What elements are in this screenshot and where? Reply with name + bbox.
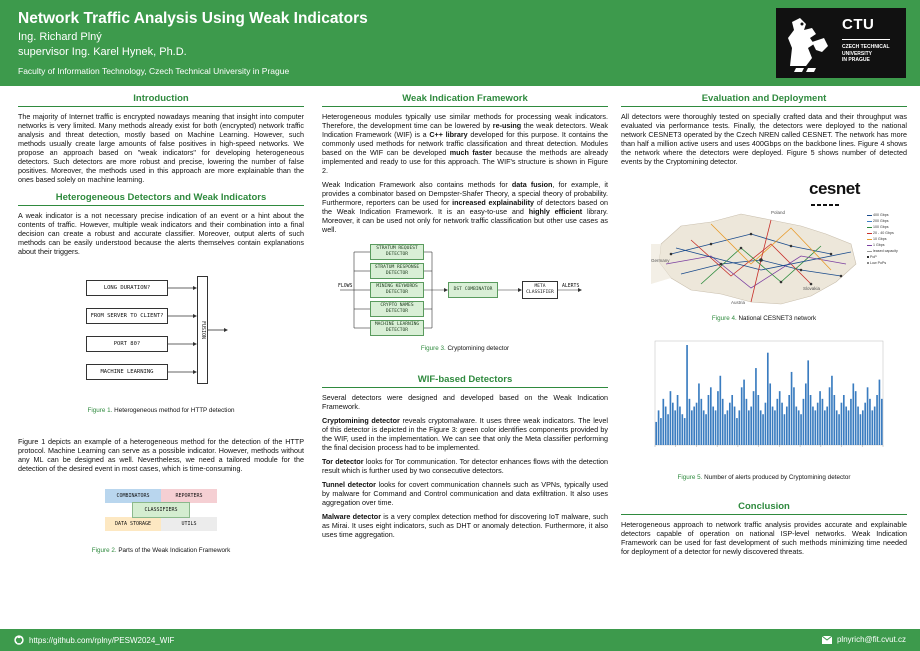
chart-bar [741, 387, 743, 445]
chart-bar [710, 387, 712, 445]
chart-bar [800, 414, 802, 445]
wifdet-intro: Several detectors were designed and developed based on the Weak Indication Framework. [322, 393, 608, 411]
chart-bar [655, 422, 657, 445]
chart-bar [779, 391, 781, 445]
github-icon [14, 635, 24, 645]
fig1-fusion: FUSION [197, 276, 208, 384]
chart-bar [793, 387, 795, 445]
chart-bar [681, 414, 683, 445]
github-link[interactable] [14, 635, 174, 645]
chart-bar [700, 399, 702, 445]
chart-bar [852, 383, 854, 445]
chart-bar [665, 407, 667, 445]
chart-bar [795, 407, 797, 445]
wif-text-1: Heterogeneous modules typically use similar methods for processing weak indicators. Therefore, the development time can be lowered by re-using the weak detectors. Weak Indication Framework (WIF) is a C++ library developed for this purpose. It contains the commonly used methods for network traffic classification and threat detection. Modules based on the WIF can be developed much faster because the methods are already implemented and ready to use for this approach. The WIF's structure is shown in Figure 2. [322, 112, 608, 175]
chart-bar [864, 403, 866, 445]
tile-classifiers: CLASSIFIERS [132, 502, 190, 518]
chart-bar [812, 407, 814, 445]
map-label-poland: Poland [771, 210, 786, 215]
chart-bar [696, 403, 698, 445]
cesnet-logo: cesnet [809, 179, 860, 198]
chart-bar [736, 418, 738, 445]
figure-4 [621, 179, 907, 312]
chart-bar [722, 399, 724, 445]
fig3-crypto-names: CRYPTO NAMES DETECTOR [370, 301, 424, 317]
chart-bar [750, 407, 752, 445]
chart-bar [719, 376, 721, 445]
fig1-box-port-80: PORT 80? [86, 336, 168, 352]
chart-bar [746, 399, 748, 445]
figure-1-caption: Figure 1. Heterogeneous method for HTTP detection [87, 407, 235, 414]
chart-bar [670, 391, 672, 445]
chart-bar [819, 391, 821, 445]
column-right [621, 94, 907, 561]
chart-bar [686, 345, 688, 445]
eval-text: All detectors were thoroughly tested on specially crafted data and their throughput was evaluated via performance tests. Finally, the detectors were deployed to the national network CESNET3 operated by the Czech NREN called CESNET. The network has more than half a million active users and uses 400Gbps on the backbone lines. Figure 4 shows the network where the detectors were deployed. Figure 5 shows number of detected events by the Cryptomining detector. [621, 112, 907, 166]
chart-bar [874, 407, 876, 445]
chart-bar [674, 410, 676, 445]
tile-combinators: COMBINATORS [105, 489, 161, 503]
fig3-mining-keywords: MINING KEYWORDS DETECTOR [370, 282, 424, 298]
chart-bar [822, 399, 824, 445]
chart-bar [672, 403, 674, 445]
tile-reporters: REPORTERS [161, 489, 217, 503]
chart-bar [753, 391, 755, 445]
email-address[interactable]: plnyrich@fit.cvut.cz [836, 635, 906, 644]
chart-bar [791, 372, 793, 445]
alerts-chart [639, 335, 889, 467]
conclusion-text: Heterogeneous approach to network traffic analysis provides accurate and explainable detectors capable of operation on national ISP-level networks. Weak Indication Framework can be used for fast development of such methods minimizing time needed for deployment of a detector for newly discovered threats. [621, 520, 907, 556]
map-label-germany: Germany [651, 258, 670, 263]
fig3-stratum-response: STRATUM RESPONSE DETECTOR [370, 263, 424, 279]
wif-text-2: Weak Indication Framework also contains methods for data fusion, for example, it provides a combinator based on Dempster-Shafer Theory, a special theory of probability. Furthermore, reporters can be used for increased explainability of detectors based on the Weak Indication Framework. It is an easy-to-use and highly efficient library. Moreover, it can be used not only for network traffic classification but other use cases as well. [322, 180, 609, 234]
chart-bar [860, 414, 862, 445]
chart-bar [712, 407, 714, 445]
chart-bar [703, 410, 705, 445]
chart-bar [869, 399, 871, 445]
chart-bar [826, 407, 828, 445]
chart-bar [881, 399, 883, 445]
fig3-dst-combinator: DST COMBINATOR [448, 282, 498, 298]
tor-detector-text: Tor detector looks for Tor communication. Tor detector enhances flows with the detection result which is further used by two consecutive detectors. [322, 457, 608, 475]
chart-bar [734, 407, 736, 445]
wif-heading: Weak Indication Framework [322, 94, 608, 107]
column-middle [322, 94, 608, 544]
ctu-logo [776, 8, 906, 78]
intro-text: The majority of Internet traffic is encrypted nowadays meaning that insight into computer networks is very limited. Many methods already exist for both (encrypted) network traffic analysis and threat detection, mostly based on Machine Learning. However, such methods usually create large amounts of false positives in high-speed networks. We propose an approach based on "weak indicators" for developing heterogeneous detectors. Such detectors are more robust and precise, lowering the number of false positives. Moreover, the methods used in this approach are more explainable than the ones based solely on machine learning. [18, 112, 304, 184]
chart-bar [677, 395, 679, 445]
chart-bar [731, 395, 733, 445]
mail-icon [822, 636, 832, 644]
chart-bar [776, 399, 778, 445]
map-label-slovakia: Slovakia [803, 286, 821, 291]
chart-bar [708, 395, 710, 445]
chart-bar [658, 410, 660, 445]
chart-bar [762, 414, 764, 445]
fig3-meta-classifier: META CLASSIFIER [522, 281, 558, 299]
email-link[interactable] [822, 635, 906, 644]
chart-bar [871, 410, 873, 445]
chart-bar [838, 414, 840, 445]
chart-bar [803, 399, 805, 445]
crypto-detector-text: Cryptomining detector reveals cryptomalware. It uses three weak indicators. The level of this detector is depicted in the Figure 3: green color identifies components provided by the WIF, used in the implementation. We can see that only the Meta classifier performing the final decision process had to be implemented. [322, 416, 608, 452]
fig1-output [228, 324, 244, 336]
chart-bar [684, 418, 686, 445]
chart-bar [667, 414, 669, 445]
fig1-box-machine-learning: MACHINE LEARNING [86, 364, 168, 380]
chart-bar [824, 410, 826, 445]
chart-bar [805, 383, 807, 445]
chart-bar [743, 380, 745, 445]
chart-bar [829, 387, 831, 445]
chart-bar [662, 399, 664, 445]
chart-bar [760, 410, 762, 445]
chart-bar [879, 380, 881, 445]
map-legend: 400 Gbps 200 Gbps 100 Gbps 20 - 40 Gbps 10 Gbps 1 Gbps leased capacity PoP Low PoPs [867, 212, 898, 266]
chart-bar [767, 353, 769, 445]
ctu-lion-icon [776, 8, 838, 78]
hetero-text: A weak indicator is a not necessary precise indication of an event or a hint about the contents of traffic. However, multiple weak indicators and their combination into a final decision can create a robust and accurate classifier. Moreover, output alerts of such methods can be easily understood because the alerts themselves contain explanations about their triggers. [18, 211, 304, 256]
chart-bar [831, 376, 833, 445]
chart-bar [727, 410, 729, 445]
chart-bar [784, 414, 786, 445]
fig3-stratum-request: STRATUM REQUEST DETECTOR [370, 244, 424, 260]
supervisor: supervisor Ing. Karel Hynek, Ph.D. [18, 46, 187, 58]
tile-data-storage: DATA STORAGE [105, 517, 161, 531]
chart-bar [786, 407, 788, 445]
chart-bar [841, 403, 843, 445]
malware-detector-text: Malware detector is a very complex detection method for discovering IoT malware, such as Mirai. It uses eight indicators, such as DHT or anomaly detection. Furthermore, it also uses time aggregation. [322, 512, 608, 539]
chart-bar [814, 410, 816, 445]
chart-bar [715, 410, 717, 445]
cesnet-map [651, 204, 881, 322]
chart-bar [781, 403, 783, 445]
eval-heading: Evaluation and Deployment [621, 94, 907, 107]
column-left [18, 94, 304, 555]
chart-bar [772, 407, 774, 445]
fig1-box-server-to-client: FROM SERVER TO CLIENT? [86, 308, 168, 324]
chart-bar [765, 403, 767, 445]
intro-heading: Introduction [18, 94, 304, 107]
tunnel-detector-text: Tunnel detector looks for covert communication channels such as VPNs, typically used by malware for Command and Control communication and data exfiltration. It also uses aggregation over time. [322, 480, 608, 507]
chart-bar [855, 391, 857, 445]
chart-bar [748, 410, 750, 445]
chart-bar [857, 407, 859, 445]
chart-bar [817, 403, 819, 445]
chart-bar [850, 399, 852, 445]
fig3-machine-learning: MACHINE LEARNING DETECTOR [370, 320, 424, 336]
chart-bar [705, 414, 707, 445]
ctu-logo-text: CTU CZECH TECHNICAL UNIVERSITY IN PRAGUE [842, 16, 890, 63]
chart-bar [769, 383, 771, 445]
chart-bar [774, 410, 776, 445]
fig1-box-long-duration: LONG DURATION? [86, 280, 168, 296]
figure-5 [621, 335, 907, 467]
chart-bar [738, 410, 740, 445]
chart-bar [693, 407, 695, 445]
chart-bar [724, 414, 726, 445]
chart-bar [867, 387, 869, 445]
faculty: Faculty of Information Technology, Czech Technical University in Prague [18, 66, 290, 76]
figure-4-caption: Figure 4. National CESNET3 network [711, 315, 817, 322]
chart-bar [876, 395, 878, 445]
chart-bar [836, 410, 838, 445]
figure-3 [322, 242, 608, 338]
fig3-flows-label: FLOWS [338, 284, 353, 289]
figure-5-caption: Figure 5. Number of alerts produced by Cryptomining detector [677, 474, 851, 481]
chart-bar [833, 395, 835, 445]
chart-bar [691, 410, 693, 445]
figure-2 [18, 489, 304, 539]
github-url[interactable]: https://github.com/rplny/PESW2024_WIF [29, 635, 175, 645]
chart-bar [848, 410, 850, 445]
hetero-text-2: Figure 1 depicts an example of a heterogeneous method for the detection of the HTTP protocol. Machine Learning can serve as a possible indicator. However, methods without any ML can be designed as well. Nevertheless, we need a tailored module for the detection of the desired event in most cases, which is time-consuming. [18, 437, 304, 473]
poster-header [0, 0, 920, 86]
chart-bar [660, 418, 662, 445]
poster-footer [0, 629, 920, 651]
chart-bar [689, 399, 691, 445]
chart-bar [845, 407, 847, 445]
chart-bar [807, 360, 809, 445]
fig3-alerts-label: ALERTS [562, 284, 580, 289]
tile-utils: UTILS [161, 517, 217, 531]
chart-bar [810, 395, 812, 445]
chart-bar [788, 395, 790, 445]
chart-bar [729, 403, 731, 445]
hetero-heading: Heterogeneous Detectors and Weak Indicators [18, 193, 304, 206]
author: Ing. Richard Plný [18, 31, 102, 43]
wifdet-heading: WIF-based Detectors [322, 375, 608, 388]
chart-bar [717, 391, 719, 445]
chart-bar [843, 395, 845, 445]
chart-bar [755, 368, 757, 445]
chart-bar [679, 407, 681, 445]
figure-1 [18, 276, 304, 404]
chart-bar [798, 410, 800, 445]
chart-bar [757, 395, 759, 445]
map-label-austria: Austria [731, 300, 746, 305]
conclusion-heading: Conclusion [621, 502, 907, 515]
poster-title: Network Traffic Analysis Using Weak Indicators [18, 10, 368, 27]
figure-2-caption: Figure 2. Parts of the Weak Indication Framework [91, 547, 231, 554]
chart-bar [698, 383, 700, 445]
figure-3-caption: Figure 3. Cryptomining detector [420, 345, 510, 352]
chart-bar [862, 410, 864, 445]
